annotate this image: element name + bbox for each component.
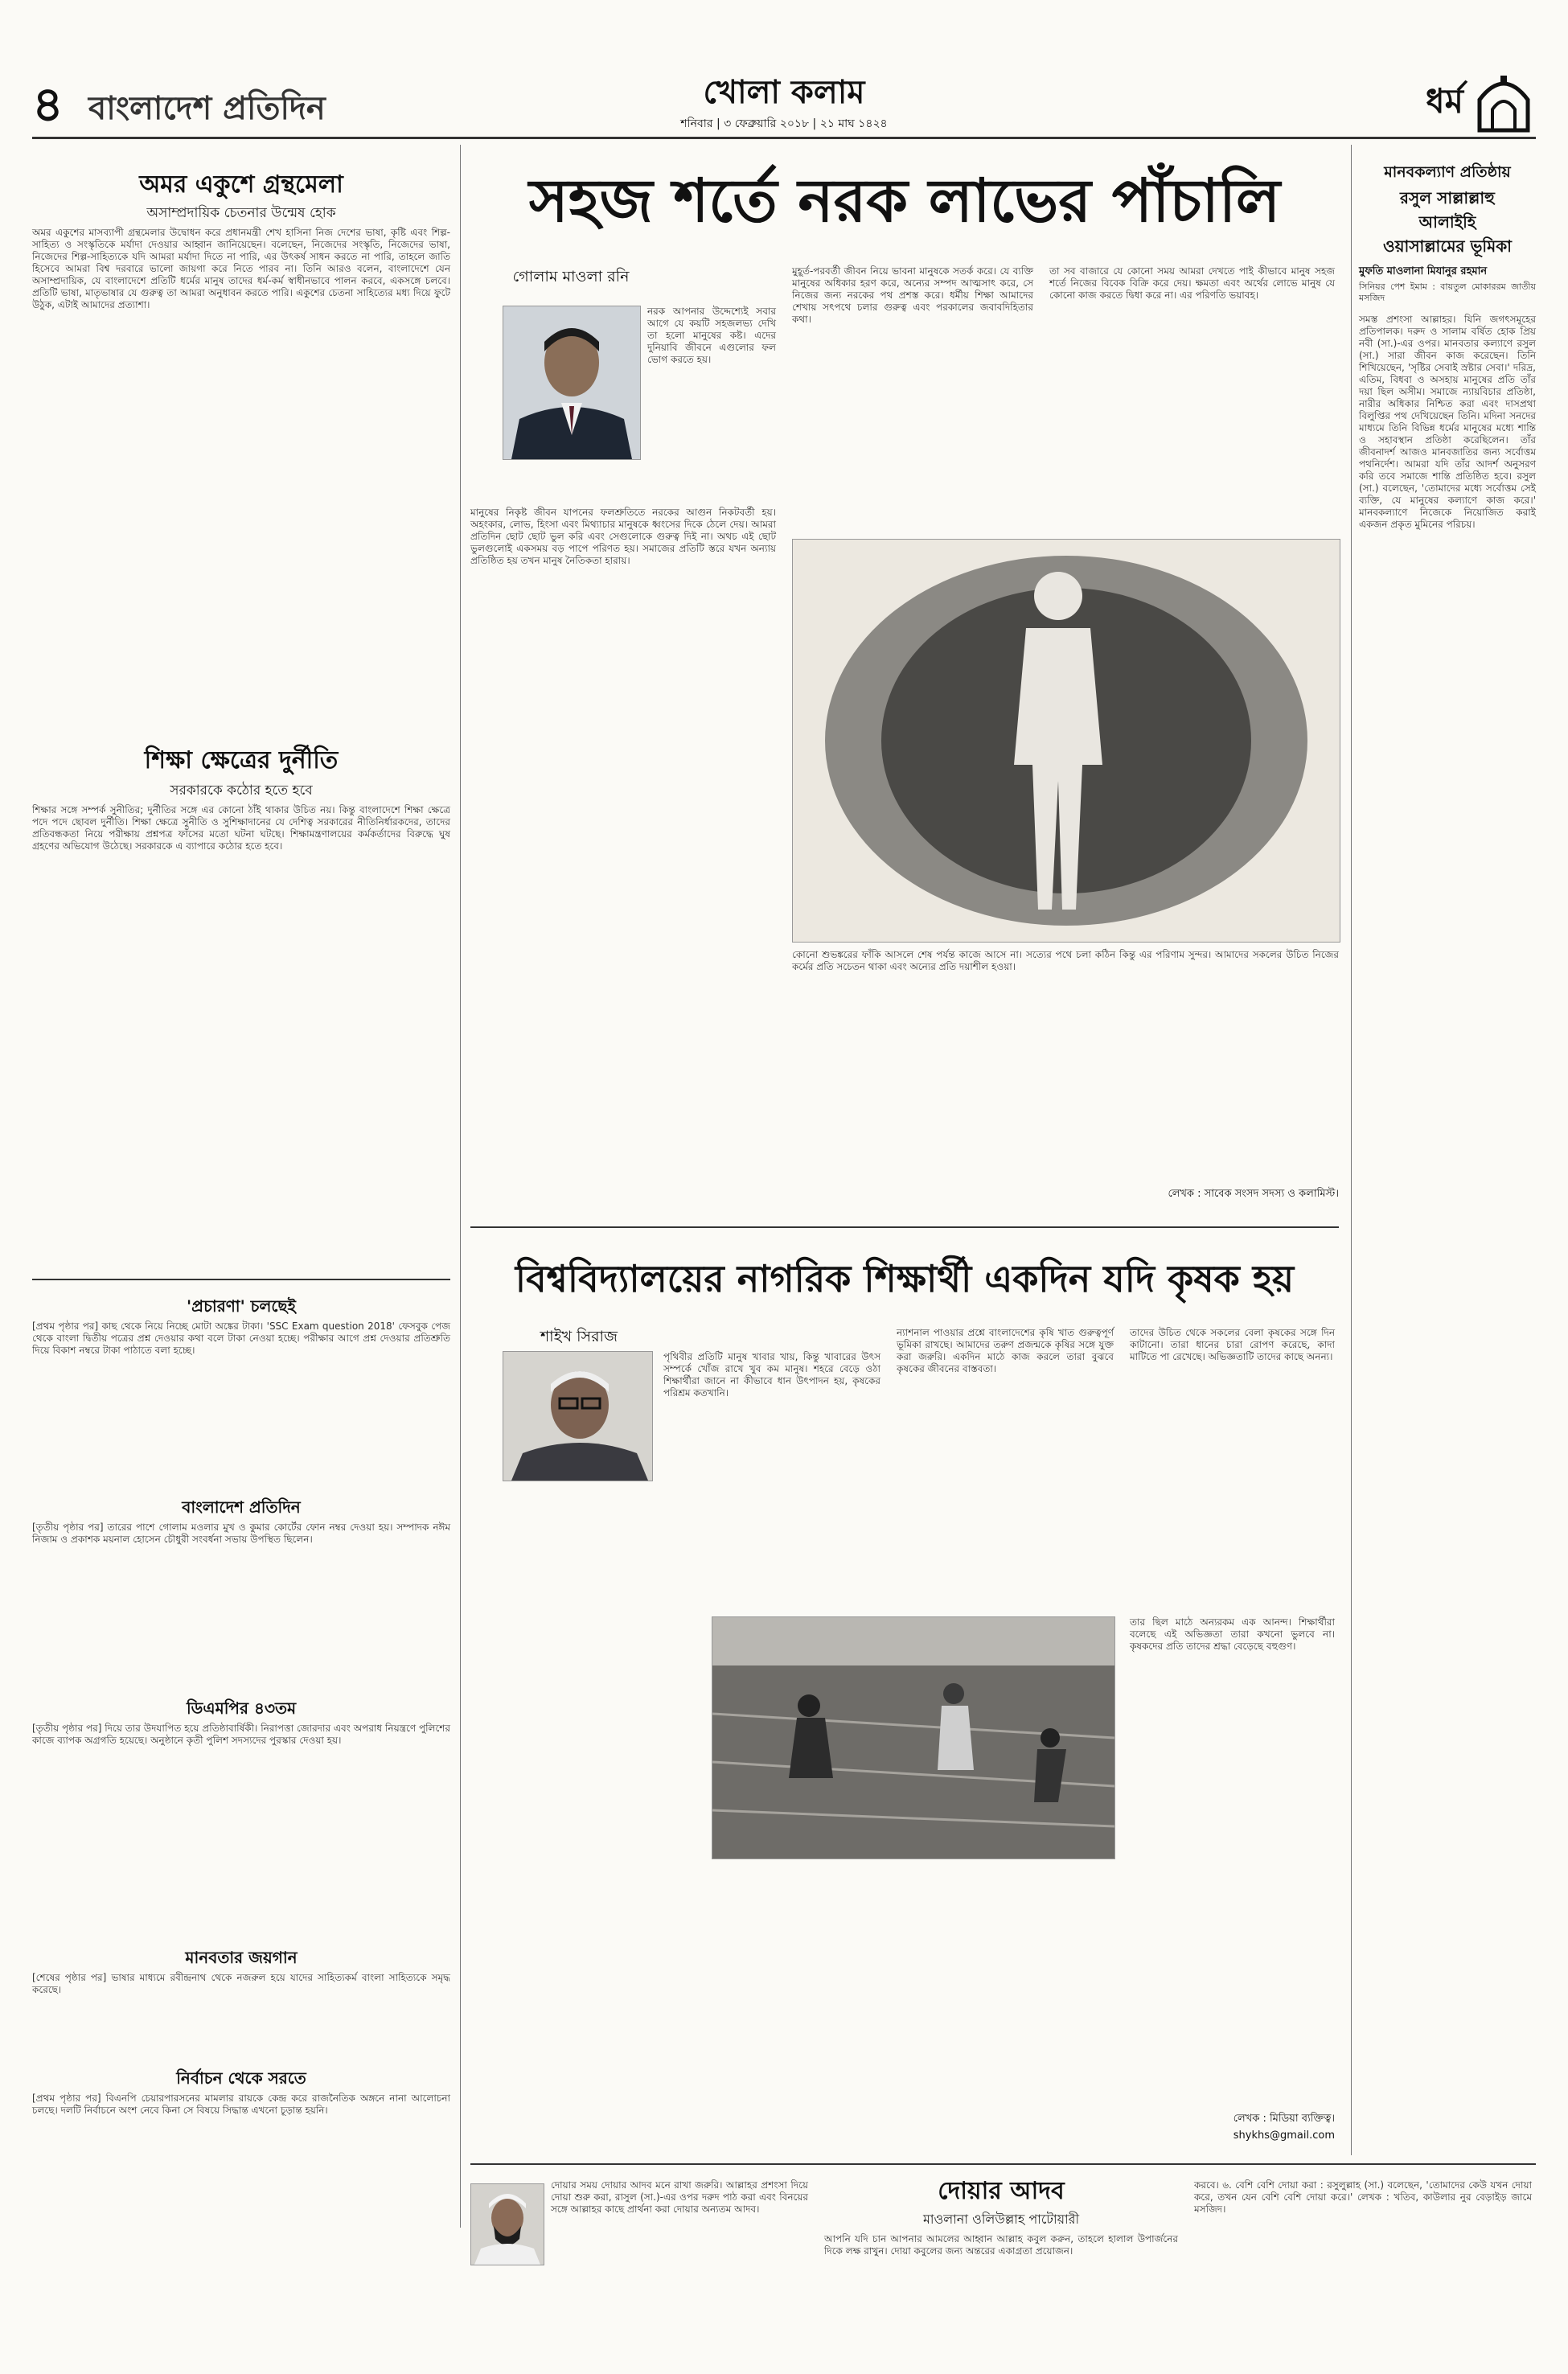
feature-kicker: মানবকল্যাণ প্রতিষ্ঠায়: [1384, 163, 1511, 181]
dua-section: [470, 2167, 1536, 2368]
right-column: [1359, 145, 1539, 2155]
section-label: ধর্ম: [1426, 81, 1463, 121]
field-photo: [712, 1616, 1115, 1859]
feature-title-line2: আলাইহি: [1418, 212, 1476, 232]
fair-body: অমর একুশের মাসব্যাপী গ্রন্থমেলার উদ্বোধন করে প্রধানমন্ত্রী শেখ হাসিনা নিজ দেশের ভাষা, কৃষ্টি এবং শিল্প-সাহিত্য ও সংস্কৃতিকে মর্যাদা দেওয়ার আহ্বান জানিয়েছেন। বলেছেন, নিজেদের সংস্কৃতি, নিজেদের ভাষা, নিজেদের শিল্প-সাহিত্যকে যদি আমরা মর্যাদা দিতে না পারি, এর উৎকর্ষ সাধন করতে না পারি, তাহলে জাতি হিসেবে আমরা বিশ্ব দরবারে ভালো জায়গা করে নিতে পারব না। তিনি আরও বলেন, বাংলাদেশে যেন অসাম্প্রদায়িক, যে বাংলাদেশে প্রতিটি ধর্মের মানুষ তাদের ধর্ম-কর্ম স্বাধীনভাবে পালন করবে, একসঙ্গে চলবে। প্রতিটি ভাষা, মাতৃভাষার যে গুরুত্ব তা আমরা অনুধাবন করতে পারি। একুশের চেতনা সাহিত্যের মধ্য দিয়ে ফুটে উঠুক, এটাই আমাদের প্রত্যাশা।: [32, 227, 454, 310]
brief-body: [প্রথম পৃষ্ঠার পর] বিএনপি চেয়ারপারসনের মামলার রায়কে কেন্দ্র করে রাজনৈতিক অঙ্গনে নানা আলোচনা চলছে। দলটি নির্বাচনে অংশ নেবে কিনা সে বিষয়ে সিদ্ধান্ত এখনো চূড়ান্ত হয়নি।: [32, 2093, 454, 2116]
author-note: লেখক : সাবেক সংসদ সদস্য ও কলামিস্ট।: [1168, 1188, 1339, 1200]
author-note: লেখক : মিডিয়া ব্যক্তিত্ব।: [1233, 2113, 1335, 2125]
brief-rule: [32, 1279, 450, 1280]
article-farmer: [470, 1230, 1339, 2163]
page-number: ৪: [32, 76, 64, 133]
brief-item: [32, 1946, 454, 2059]
dua-body-mid: আপনি যদি চান আপনার আমলের আহ্বান আল্লাহ কবুল করুন, তাহলে হালাল উপার্জনের দিকে লক্ষ রাখুন। দোয়া কবুলের জন্য অন্তরের একাগ্রতা প্রয়োজন।: [824, 2233, 1181, 2257]
author-photo: [503, 306, 641, 460]
briefs-list: [32, 1287, 454, 2348]
dua-body-left: দোয়ার সময় দোয়ার আদব মনে রাখা জরুরি। আল্লাহর প্রশংসা দিয়ে দোয়া শুরু করা, রাসুল (সা.)-এর ওপর দরুদ পাঠ করা এবং বিনয়ের সঙ্গে আল্লাহর কাছে প্রার্থনা করা দোয়ার অন্যতম আদব।: [551, 2179, 811, 2215]
feature-title-line3: ওয়াসাল্লামের ভূমিকা: [1383, 236, 1512, 256]
dua-byline: মাওলানা ওলিউল্লাহ পাটোয়ারী: [922, 2212, 1080, 2227]
brief-title: বাংলাদেশ প্রতিদিন: [182, 1497, 301, 1517]
feature-byline: মুফতি মাওলানা মিযানুর রহমান: [1359, 265, 1488, 277]
article-col2: মুহূর্ত-পরবর্তী জীবন নিয়ে ভাবনা মানুষকে সতর্ক করে। যে ব্যক্তি মানুষের অধিকার হরণ করে, অন্যের সম্পদ আত্মসাৎ করে, সে নিজের জন্য নরকের পথ প্রশস্ত করে। ধর্মীয় শিক্ষা আমাদের শেখায় সৎপথে চলার গুরুত্ব এবং পরকালের জবাবদিহিতার কথা।: [792, 265, 1036, 325]
article-col3: তাদের উচিত থেকে সকলের বেলা কৃষকের সঙ্গে দিন কাটানো। তারা ধানের চারা রোপণ করেছে, কাদা মাটিতে পা রেখেছে। অভিজ্ঞতাটি তাদের কাছে অনন্য।: [1130, 1327, 1338, 1362]
brief-title: নির্বাচন থেকে সরতে: [176, 2068, 306, 2088]
author-photo: [503, 1351, 653, 1481]
feature-title-line1: রসুল সাল্লাল্লাহু: [1400, 188, 1495, 207]
masthead-rule: [32, 137, 1536, 139]
author-email[interactable]: shykhs@gmail.com: [1233, 2130, 1335, 2142]
brief-title: ডিএমপির ৪৩তম: [186, 1698, 297, 1718]
brief-item: [32, 1697, 454, 1938]
corruption-body: শিক্ষার সঙ্গে সম্পর্ক সুনীতির; দুর্নীতির সঙ্গে এর কোনো ঠাঁই থাকার উচিত নয়। কিন্তু বাংলাদেশে শিক্ষা ক্ষেত্রে পদে পদে ছোবল দুর্নীতি। শিক্ষা ক্ষেত্রে সুনীতি ও সুশিক্ষাদানের যে দেশিত্ব সরকারের নীতিনির্ধারকদের, তাদের প্রতিবন্ধকতা নিয়ে পরীক্ষায় প্রশ্নপত্র ফাঁসের মতো ঘটনা ঘটছে। শিক্ষামন্ত্রণালয়ের কর্মকর্তাদের বিরুদ্ধে ঘুষ গ্রহণের অভিযোগ উঠেছে। সরকারকে এ ব্যাপারে কঠোর হতে হবে।: [32, 804, 454, 852]
issue-date: শনিবার | ৩ ফেব্রুয়ারি ২০১৮ | ২১ মাঘ ১৪২৪: [680, 117, 888, 130]
fair-title: অমর একুশে গ্রন্থমেলা: [139, 170, 343, 199]
article-col1: মানুষের নিকৃষ্ট জীবন যাপনের ফলশ্রুতিতে নরকের আগুন নিকটবর্তী হয়। অহংকার, লোভ, হিংসা এবং মিথ্যাচার মানুষকে ধ্বংসের দিকে ঠেলে দেয়। আমরা প্রতিদিন ছোট ছোট ভুল করি এবং সেগুলোকে গুরুত্ব দিই না। অথচ এই ছোট ভুলগুলোই একসময় বড় পাপে পরিণত হয়। সমাজের প্রতিটি স্তরে যখন অন্যায় প্রতিষ্ঠিত হয় তখন মানুষ নৈতিকতা হারায়।: [470, 507, 779, 566]
article-headline: সহজ শর্তে নরক লাভের পাঁচালি: [528, 166, 1281, 236]
corruption-title: শিক্ষা ক্ষেত্রের দুর্নীতি: [144, 746, 339, 774]
dua-title: দোয়ার আদব: [938, 2177, 1065, 2205]
brief-body: [শেষের পৃষ্ঠার পর] ভাষার মাধ্যমে রবীন্দ্রনাথ থেকে নজরুল হয়ে যাদের সাহিত্যকর্ম বাংলা সাহিত্যকে সমৃদ্ধ করেছে।: [32, 1972, 454, 1995]
byline: গোলাম মাওলা রনি: [512, 268, 630, 285]
article-col1: পৃথিবীর প্রতিটি মানুষ খাবার খায়, কিন্তু খাবারের উৎস সম্পর্কে খোঁজ রাখে খুব কম মানুষ। শহরে বেড়ে ওঠা শিক্ষার্থীরা জানে না কীভাবে ধান উৎপাদন হয়, কৃষকের পরিশ্রম কতখানি।: [663, 1351, 884, 1399]
article-divider: [470, 1226, 1339, 1228]
article-divider: [470, 2163, 1536, 2165]
byline: শাইখ সিরাজ: [540, 1328, 618, 1345]
feature-byline-sub: সিনিয়র পেশ ইমাম : বায়তুল মোকাররম জাতীয় মসজিদ: [1359, 281, 1539, 303]
article-col3: তা সব বাজারে যে কোনো সময় আমরা দেখতে পাই কীভাবে মানুষ সহজ শর্তে নিজের বিবেক বিক্রি করে দেয়। ক্ষমতা এবং অর্থের লোভে মানুষ যে কোনো কাজ করতে দ্বিধা করে না। এর পরিণতি ভয়াবহ।: [1049, 265, 1338, 301]
dua-body-right: করবে। ৬. বেশি বেশি দোয়া করা : রসুলুল্লাহ (সা.) বলেছেন, 'তোমাদের কেউ যখন দোয়া করে, তখন যেন বেশি বেশি দোয়া করে।' লেখক : খতিব, কাউলার নুর বেড়াইড় জামে মসজিদ।: [1194, 2179, 1535, 2215]
article-lower: কোনো শুভঙ্করের ফাঁকি আসলে শেষ পর্যন্ত কাজে আসে না। সত্যের পথে চলা কঠিন কিন্তু এর পরিণাম সুন্দর। আমাদের সকলের উচিত নিজের কর্মের প্রতি সচেতন থাকা এবং অন্যের প্রতি দয়াশীল হওয়া।: [792, 949, 1342, 972]
brief-item: [32, 2067, 454, 2340]
brief-title: 'প্রচারণা' চলছেই: [187, 1296, 296, 1316]
brief-item: [32, 1496, 454, 1689]
corruption-subtitle: সরকারকে কঠোর হতে হবে: [170, 782, 313, 799]
brief-body: [প্রথম পৃষ্ঠার পর] কাছ থেকে নিয়ে নিচ্ছে মোটা অঙ্কের টাকা। 'SSC Exam question 2018' ফেসবুক পেজ থেকে বাংলা দ্বিতীয় পত্রের প্রশ্ন দেওয়ার কথা বলে টাকা নেওয়া হচ্ছে। পরীক্ষার আগে প্রশ্ন দেওয়ার প্রতিশ্রুতি দিয়ে বিকাশ নম্বরে টাকা পাঠাতে বলা হচ্ছে।: [32, 1320, 454, 1356]
brief-body: [তৃতীয় পৃষ্ঠার পর] তারের পাশে গোলাম মওলার মুখ ও কুমার কোর্টের ফোন নম্বর দেওয়া হয়। সম্পাদক নঈম নিজাম ও প্রকাশক ময়নাল হোসেন চৌধুরী সংবর্ধনা সভায় উপস্থিত ছিলেন।: [32, 1522, 454, 1545]
article-headline: বিশ্ববিদ্যালয়ের নাগরিক শিক্ষার্থী একদিন যদি কৃষক হয়: [515, 1257, 1295, 1300]
article-intro: নরক আপনার উদ্দেশ্যেই সবার আগে যে কয়টি সহজলভ্য দেখি তা হলো মানুষের কষ্ট। এদের দুনিয়াবি জীবনে এগুলোর ফল ভোগ করতে হয়।: [647, 306, 779, 365]
brief-item: [32, 1295, 454, 1488]
illustration-figure: [792, 539, 1340, 943]
article-naraka: [470, 145, 1342, 1222]
author-photo: [470, 2183, 544, 2265]
paper-name: বাংলাদেশ প্রতিদিন: [88, 89, 326, 127]
article-col4: তার ছিল মাঠে অন্যরকম এক আনন্দ। শিক্ষার্থীরা বলেছে এই অভিজ্ঞতা তারা কখনো ভুলবে না। কৃষকদের প্রতি তাদের শ্রদ্ধা বেড়েছে বহুগুণ।: [1130, 1616, 1338, 1652]
feature-body: সমস্ত প্রশংসা আল্লাহর। যিনি জগৎসমূহের প্রতিপালক। দরুদ ও সালাম বর্ষিত হোক প্রিয় নবী (সা.)-এর ওপর। মানবতার কল্যাণে রসুল (সা.) সারা জীবন কাজ করেছেন। তিনি শিখিয়েছেন, 'সৃষ্টির সেবাই স্রষ্টার সেবা।' দরিদ্র, এতিম, বিধবা ও অসহায় মানুষের প্রতি তাঁর দয়া ছিল অসীম। সমাজে ন্যায়বিচার প্রতিষ্ঠা, নারীর অধিকার নিশ্চিত করা এবং দাসপ্রথা বিলুপ্তির পথ দেখিয়েছেন তিনি। মদিনা সনদের মাধ্যমে তিনি বিভিন্ন ধর্মের মানুষের মধ্যে শান্তি ও সহাবস্থান প্রতিষ্ঠা করেছিলেন। তাঁর জীবনাদর্শ আজও মানবজাতির জন্য সর্বোত্তম পথনির্দেশ। আমরা যদি তাঁর আদর্শ অনুসরণ করি তবে সমাজে শান্তি প্রতিষ্ঠিত হবে। রসুল (সা.) বলেছেন, 'তোমাদের মধ্যে সর্বোত্তম সেই ব্যক্তি, যে মানুষের কল্যাণে কাজ করে।' মানবকল্যাণে নিজেকে নিয়োজিত করাই একজন প্রকৃত মুমিনের পরিচয়।: [1359, 314, 1539, 530]
left-divider: [460, 145, 461, 2228]
brief-title: মানবতার জয়গান: [185, 1948, 298, 1967]
fair-subtitle: অসাম্প্রদায়িক চেতনার উন্মেষ হোক: [146, 205, 336, 221]
masthead: [0, 0, 1568, 137]
right-divider: [1351, 145, 1352, 2155]
left-column: [32, 145, 454, 2356]
brief-body: [তৃতীয় পৃষ্ঠার পর] দিয়ে তার উদযাপিত হয়ে প্রতিষ্ঠাবার্ষিকী। নিরাপত্তা জোরদার এবং অপরাধ নিয়ন্ত্রণে পুলিশের কাজে ব্যাপক অগ্রগতি হয়েছে। অনুষ্ঠানে কৃতী পুলিশ সদস্যদের পুরস্কার দেওয়া হয়।: [32, 1723, 454, 1746]
article-col2: ন্যাশনাল পাওয়ার প্রশ্নে বাংলাদেশের কৃষি খাত গুরুত্বপূর্ণ ভূমিকা রাখছে। আমাদের তরুণ প্রজন্মকে কৃষির সঙ্গে যুক্ত করা জরুরি। একদিন মাঠে কাজ করলে তারা বুঝবে কৃষকের জীবনের বাস্তবতা।: [897, 1327, 1117, 1374]
section-title: খোলা কলাম: [703, 73, 865, 111]
mosque-icon: [1472, 72, 1536, 132]
